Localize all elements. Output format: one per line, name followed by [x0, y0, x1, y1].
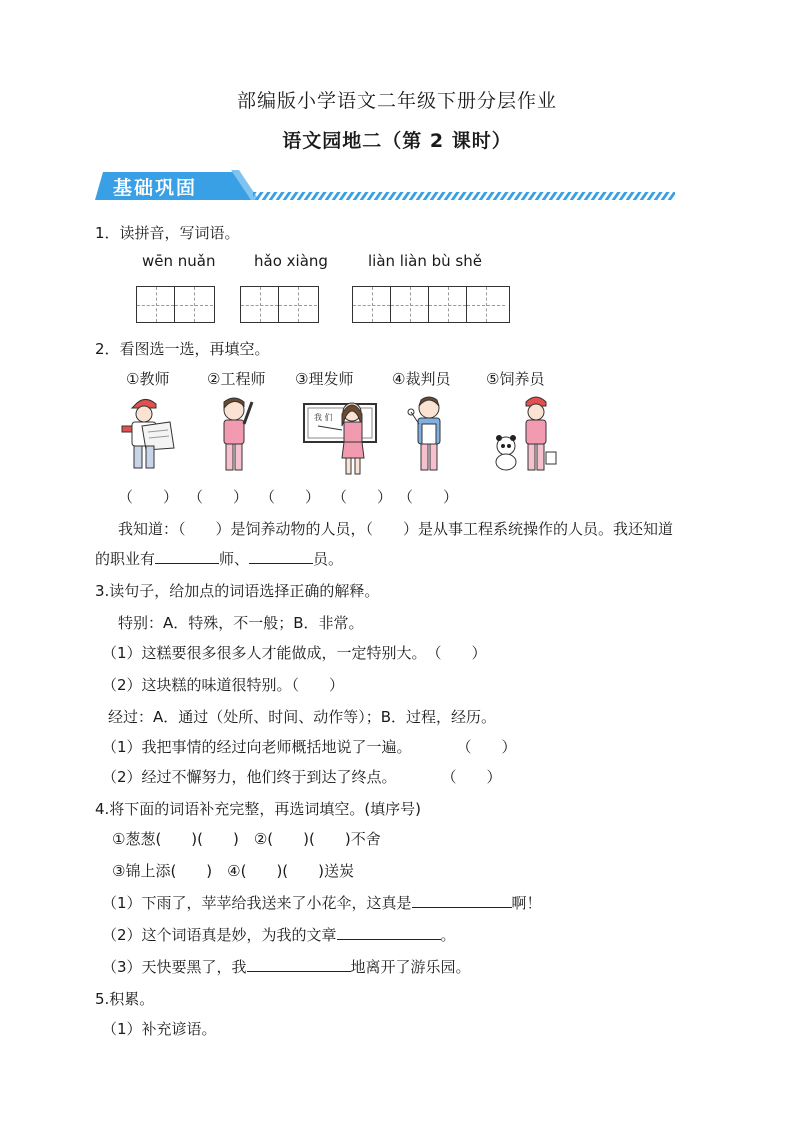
- pinyin-3: liàn liàn bù shě: [368, 252, 482, 270]
- job-option-referee: ④裁判员: [392, 370, 451, 388]
- answer-paren-1[interactable]: （ ）: [118, 488, 179, 506]
- job-option-keeper: ⑤饲养员: [486, 370, 545, 388]
- q1-prompt: 1．读拼音，写词语。: [95, 224, 240, 242]
- q3-sentence-2: （2）这块糕的味道很特别。（ ）: [102, 676, 345, 694]
- blackboard-text: 我 们: [314, 413, 333, 422]
- q3-definition-1: 特别：A．特殊，不一般；B．非常。: [118, 614, 364, 632]
- answer-paren-2[interactable]: （ ）: [188, 488, 249, 506]
- writing-grid-3[interactable]: [352, 286, 510, 323]
- banner-label: 基础巩固: [113, 177, 198, 199]
- q3-sentence-4: （2）经过不懈努力，他们终于到达了终点。 （ ）: [102, 768, 502, 786]
- q2-line2-part-c: 员。: [313, 550, 344, 568]
- job-option-teacher: ①教师: [126, 370, 170, 388]
- answer-blank[interactable]: [247, 957, 351, 972]
- page-title: 部编版小学语文二年级下册分层作业: [236, 90, 557, 112]
- q4-prompt: 4.将下面的词语补充完整，再选词填空。(填序号): [95, 800, 422, 818]
- barber-illustration: [405, 392, 453, 476]
- grid-cell[interactable]: [391, 287, 429, 322]
- answer-paren-4[interactable]: （ ）: [332, 488, 393, 506]
- q4-s2-text-b: 。: [440, 926, 456, 944]
- child-illustration: [214, 392, 260, 476]
- q4-s1-text-a: （1）下雨了，苹苹给我送来了小花伞，这真是: [102, 894, 412, 912]
- job-option-barber: ③理发师: [295, 370, 354, 388]
- q4-sentence-2: [102, 924, 456, 945]
- q3-definition-2: 经过：A．通过（处所、时间、动作等）；B．过程，经历。: [108, 708, 497, 726]
- q4-idioms-row-1: ①葱葱( )( ) ②( )( )不舍: [112, 830, 381, 848]
- section-banner: [95, 168, 680, 204]
- answer-paren-5[interactable]: （ ）: [398, 488, 459, 506]
- q3-sentence-1: （1）这糕要很多很多人才能做成，一定特别大。 （ ）: [102, 644, 487, 662]
- grid-cell[interactable]: [241, 287, 279, 322]
- grid-cell[interactable]: [137, 287, 175, 322]
- grid-cell[interactable]: [175, 287, 213, 322]
- q2-line2-part-a: 的职业有: [95, 550, 156, 568]
- teacher-illustration: [302, 392, 382, 478]
- grid-cell[interactable]: [467, 287, 505, 322]
- answer-blank[interactable]: [155, 549, 219, 564]
- q4-idioms-row-2: ③锦上添( ) ④( )( )送炭: [112, 862, 355, 880]
- job-option-engineer: ②工程师: [207, 370, 266, 388]
- answer-blank[interactable]: [249, 549, 313, 564]
- q2-prompt: 2．看图选一选，再填空。: [95, 340, 270, 358]
- q4-sentence-1: [102, 892, 542, 913]
- answer-blank[interactable]: [412, 893, 512, 908]
- q3-sentence-3: （1）我把事情的经过向老师概括地说了一遍。 （ ）: [102, 738, 517, 756]
- writing-grid-2[interactable]: [240, 286, 319, 323]
- q5-sentence-1: （1）补充谚语。: [102, 1020, 217, 1038]
- q4-sentence-3: [102, 956, 471, 977]
- keeper-illustration: [492, 392, 562, 476]
- q2-fill-line-1: 我知道：（ ）是饲养动物的人员，（ ）是从事工程系统操作的人员。我还知道: [118, 520, 674, 538]
- grid-cell[interactable]: [353, 287, 391, 322]
- pinyin-1: wēn nuǎn: [142, 252, 216, 270]
- q2-line2-part-b: 师、: [219, 550, 250, 568]
- q5-prompt: 5.积累。: [95, 990, 155, 1008]
- lesson-subtitle: 语文园地二（第 2 课时）: [282, 130, 512, 152]
- grid-cell[interactable]: [429, 287, 467, 322]
- engineer-illustration: [118, 392, 180, 476]
- q4-s1-text-b: 啊！: [511, 894, 542, 912]
- q4-s2-text-a: （2）这个词语真是妙，为我的文章: [102, 926, 337, 944]
- answer-paren-3[interactable]: （ ）: [260, 488, 321, 506]
- grid-cell[interactable]: [279, 287, 317, 322]
- q4-s3-text-b: 地离开了游乐园。: [350, 958, 471, 976]
- pinyin-2: hǎo xiàng: [254, 252, 328, 270]
- q3-prompt: 3.读句子，给加点的词语选择正确的解释。: [95, 582, 380, 600]
- q2-fill-line-2: [95, 548, 343, 569]
- answer-blank[interactable]: [337, 925, 441, 940]
- q4-s3-text-a: （3）天快要黑了，我: [102, 958, 247, 976]
- writing-grid-1[interactable]: [136, 286, 215, 323]
